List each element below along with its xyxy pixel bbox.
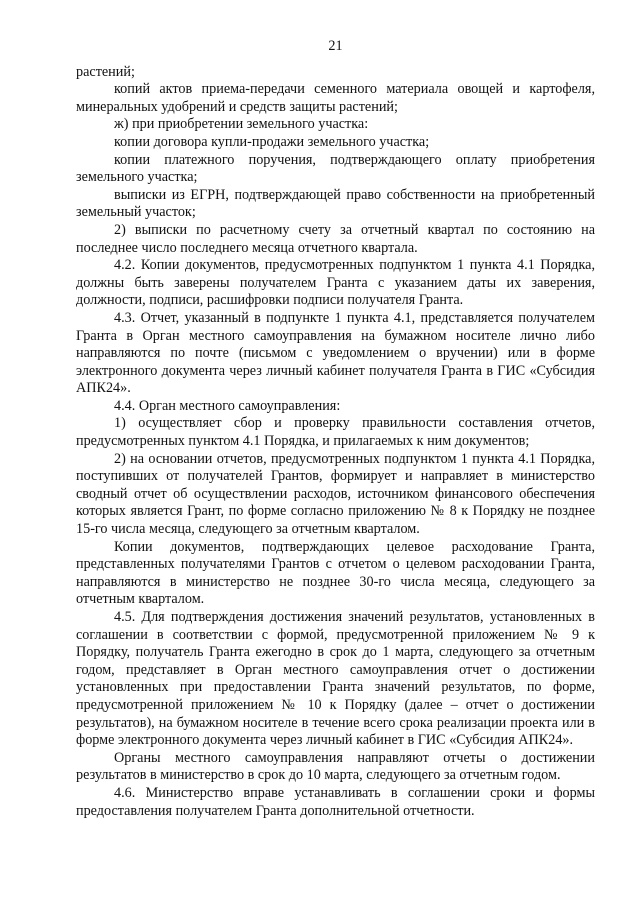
page-number: 21 bbox=[328, 38, 343, 54]
paragraph-12: 2) на основании отчетов, предусмотренных подпунктом 1 пункта 4.1 Порядка, поступивших от получателей Грантов, формирует и направляет в министерство сводный отчет об осуществлении расходов, источником финансового обеспечения которых является Грант, по форме согласно приложению № 8 к Порядку не позднее 15-го числа месяца, следующего за отчетным кварталом. bbox=[76, 450, 595, 538]
paragraph-1: растений; bbox=[76, 63, 135, 80]
paragraph-9: 4.3. Отчет, указанный в подпункте 1 пункта 4.1, представляется получателем Гранта в Орган местного самоуправления на бумажном носителе лично либо направляются по почте (письмом с уведомлением о вручении) или в форме электронного документа через личный кабинет получателя Гранта в ГИС «Субсидия АПК24». bbox=[76, 309, 595, 397]
paragraph-7: 2) выписки по расчетному счету за отчетный квартал по состоянию на последнее число последнего месяца отчетного квартала. bbox=[76, 221, 595, 256]
paragraph-16: 4.6. Министерство вправе устанавливать в соглашении сроки и формы предоставления получателем Гранта дополнительной отчетности. bbox=[76, 784, 595, 819]
paragraph-11: 1) осуществляет сбор и проверку правильности составления отчетов, предусмотренных пунктом 4.1 Порядка, и прилагаемых к ним документов; bbox=[76, 415, 595, 450]
paragraph-10: 4.4. Орган местного самоуправления: bbox=[114, 397, 341, 414]
paragraph-3: ж) при приобретении земельного участка: bbox=[114, 116, 369, 133]
paragraph-8: 4.2. Копии документов, предусмотренных подпунктом 1 пункта 4.1 Порядка, должны быть заверены получателем Гранта с указанием даты их заверения, должности, подписи, расшифровки подписи получателя Гранта. bbox=[76, 257, 595, 309]
paragraph-14: 4.5. Для подтверждения достижения значений результатов, установленных в соглашении в соответствии с формой, предусмотренной приложением № 9 к Порядку, получатель Гранта ежегодно в срок до 1 марта, следующего за отчетным годом, представляет в Орган местного самоуправления отчет о достижении установленных при предоставлении Гранта значений результатов, по форме, предусмотренной приложением № 10 к Порядку (далее – отчет о достижении результатов), на бумажном носителе в течение всего срока реализации проекта или в форме электронного документа через личный кабинет в ГИС «Субсидия АПК24». bbox=[76, 609, 595, 749]
paragraph-2: копий актов приема-передачи семенного материала овощей и картофеля, минеральных удобрений и средств защиты растений; bbox=[76, 81, 595, 115]
paragraph-5: копии платежного поручения, подтверждающего оплату приобретения земельного участка; bbox=[76, 151, 595, 186]
paragraph-13: Копии документов, подтверждающих целевое расходование Гранта, представленных получателями Грантов с отчетом о целевом расходовании Гранта, направляются в министерство не позднее 30-го числа месяца, следующего за отчетным кварталом. bbox=[76, 538, 595, 608]
paragraph-4: копии договора купли-продажи земельного участка; bbox=[114, 133, 430, 150]
paragraph-15: Органы местного самоуправления направляют отчеты о достижении результатов в министерство в срок до 10 марта, следующего за отчетным годом. bbox=[76, 749, 595, 784]
paragraph-6: выписки из ЕГРН, подтверждающей право собственности на приобретенный земельный участок; bbox=[76, 186, 595, 221]
